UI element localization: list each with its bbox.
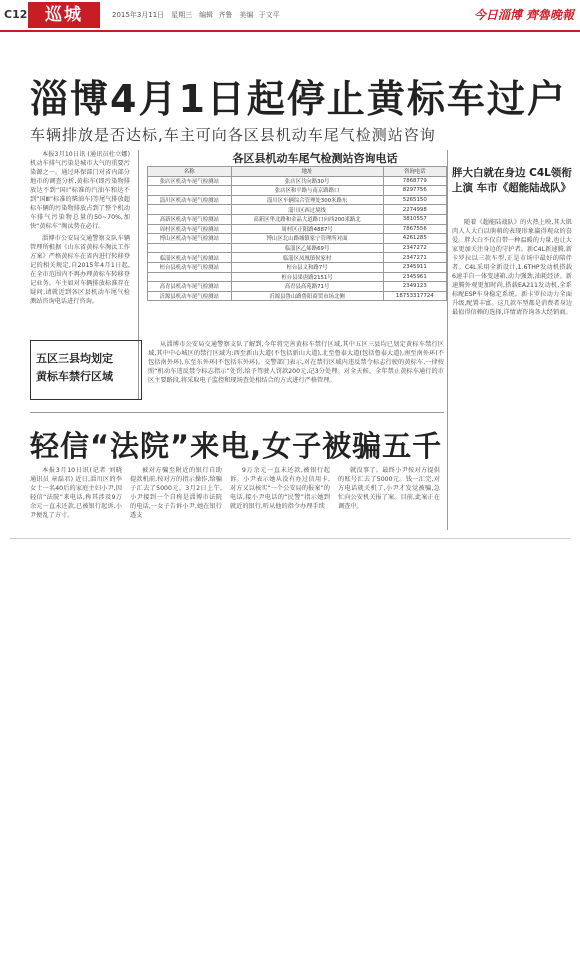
table-cell: 5265150 [383, 195, 446, 205]
table-cell: 张店区和平路与南京路路口 [231, 186, 383, 196]
table-cell: 周村区正阳路4887号 [231, 224, 383, 234]
article-paragraph: 淄博市公安局交通警察支队车辆管理所根据《山东省黄标车淘汰工作方案》严格黄标车在省内进行转移登记的相关规定,自2015年4月1日起,在全市范围内不再办理黄标车转移登记业务。车主如对车辆排放标准存在疑问,请就近到各区县机动车尾气检测站咨询电话进行咨询。 [30, 235, 130, 305]
story2-column [230, 466, 330, 534]
table-cell: 2274998 [383, 205, 446, 215]
page-bottom-rule [10, 538, 570, 539]
table-row [148, 176, 447, 186]
second-headline: 轻信“法院”来电,女子被骗五千 [30, 429, 443, 463]
table-row [148, 195, 447, 205]
inspection-stations-table [147, 166, 447, 301]
table-cell: 7867556 [383, 224, 446, 234]
table-row [148, 243, 447, 253]
table-cell: 8297756 [383, 186, 446, 196]
table-cell: 高青县机动车尾气检测站 [148, 282, 232, 292]
table-cell: 桓台县果唐路2151号 [231, 272, 383, 282]
side-feature-title: 胖大白就在身边 C4L领衔上演 车市《超能陆战队》 [452, 167, 572, 194]
left-article-column [30, 150, 130, 336]
callout-title [36, 350, 136, 386]
article-paragraph: 本报3月10日讯(记者 刘晓 通讯员 章磊君) 近日,淄川区的李女士一名40后的家庭主妇小尹,因轻信“法院”来电话,称其涉及9万余元一直未还款,已被银行起诉,小尹便乱了方寸。 [30, 467, 122, 519]
side-feature-body [452, 218, 572, 524]
table-cell [148, 272, 232, 282]
table-title: 各区县机动车尾气检测站咨询电话 [232, 152, 398, 165]
table-cell: 桓台县义和路7号 [231, 262, 383, 272]
story2-column [30, 466, 122, 534]
table-cell: 张店区机动车尾气检测站 [148, 176, 232, 186]
table-row [148, 186, 447, 196]
blank-page-area [0, 540, 580, 980]
table-cell: 张店区共向路30号 [231, 176, 383, 186]
table-row [148, 234, 447, 244]
callout-line: 黄标车禁行区域 [36, 370, 113, 383]
table-cell: 博山区北山路城镇家宁管理所对面 [231, 234, 383, 244]
article-paragraph: 随着《超能陆战队》的火热上映,其大肌肉人人大白以萌萌的表现形象赢得观众的喜爱。胖大白不仅自带一种温暖的力量,也让大家更加关注身边的守护者。新C4L新速腾,新卡罗拉以三款车型,正是市场中最好的陪伴者。C4L采用全新设计,1.6THP发动机搭载6速手自一体变速箱,动力强劲,油耗经济。新速腾外观更加时尚,搭载EA211发动机,全系标配ESP车身稳定系统。新卡罗拉动力全面升级,配置丰富。这几款车型都是消费者身边最值得信赖的选择,详情请咨询各大经销商。 [452, 219, 572, 316]
table-row [148, 205, 447, 215]
article-paragraph: 本报3月10日讯 (通讯员杜立娜) 机动车排气污染是城市大气的重要污染源之一。通过环保部门对省内部分地市的调查分析,黄标车(即污染物排放达不到“国Ⅰ”标准的汽油车和达不到“国Ⅲ”标准的柴油车)等尾气排放超标车辆的污染物排放占到了整个机动车排气污染物总量的50~70%,加快“黄标车”淘汰势在必行。 [30, 151, 130, 230]
table-row [148, 282, 447, 292]
table-cell: 沂源县鲁山路鲁阳商贸市场北侧 [231, 291, 383, 301]
issue-meta: 2015年3月11日 星期三 编辑 齐鲁 美编 于文平 [112, 11, 280, 19]
table-cell: 临淄区乙烯路69号 [231, 243, 383, 253]
table-row [148, 291, 447, 301]
table-row [148, 224, 447, 234]
table-cell: 临淄区凤凰镇侯家村 [231, 253, 383, 263]
table-row [148, 253, 447, 263]
table-cell: 桓台县机动车尾气检测站 [148, 262, 232, 272]
masthead-rule [0, 30, 580, 32]
table-header: 名称 [148, 167, 232, 177]
table-cell: 2349123 [383, 282, 446, 292]
table-cell: 2347272 [383, 243, 446, 253]
table-cell: 7868779 [383, 176, 446, 186]
table-cell: 高新区机动车尾气检测站 [148, 214, 232, 224]
article-paragraph: 被对方骗至附近的银行自助提款机前,按对方的指示操作,给骗子汇去了5000元。3月2日上午,小尹接到一个自称是淄博市法院的电话,一女子告诉小尹,她在银行透支 [130, 467, 222, 519]
table-row [148, 272, 447, 282]
table-cell: 周村区机动车尾气检测站 [148, 224, 232, 234]
main-subheadline: 车辆排放是否达标,车主可向各区县机动车尾气检测站咨询 [30, 126, 436, 144]
table-row [148, 262, 447, 272]
page-number: C12 [4, 8, 28, 21]
table-cell: 临淄区机动车尾气检测站 [148, 253, 232, 263]
table-cell [148, 205, 232, 215]
table-cell: 4261285 [383, 234, 446, 244]
table-cell: 2345961 [383, 272, 446, 282]
story2-column [130, 466, 222, 534]
table-cell: 沂源县机动车尾气检测站 [148, 291, 232, 301]
table-cell [148, 186, 232, 196]
table-cell: 2347271 [383, 253, 446, 263]
section-label: 巡城 [28, 2, 100, 28]
section-divider [30, 412, 444, 413]
article-paragraph: 9万余元一直未还款,被银行起诉。小尹表示她从没有办过信用卡,对方又以核实“一个公安局的报案”的电话,接小尹电话的“民警”指示她到就近的银行,听从他的指令办理手续 [230, 467, 330, 510]
table-cell: 2345911 [383, 262, 446, 272]
table-cell: 18753317724 [383, 291, 446, 301]
table-header: 咨询电话 [383, 167, 446, 177]
article-paragraph: 从淄博市公安局交通警察支队了解到,今年将完善黄标车禁行区域,其中五区三县均已划定黄标车禁行区域,其中中心城区的禁行区域为:西至新山大道(不包括新山大道),北至鲁泰大道(包括鲁泰大道),南至南外环(不包括南外环),东至东外环(不包括东外环)。交警部门表示,对在禁行区域内违反禁令标志行驶的黄标车,一律按照“机动车违反禁令标志指示”处罚,给予驾驶人罚款200元,记3分处理。对全天候、全年禁止黄标车通行的市区主要路段,将采取电子监控和现场查处相结合的方式进行严格管理。 [148, 341, 444, 384]
table-cell [148, 243, 232, 253]
table-header: 地址 [231, 167, 383, 177]
table-cell: 高新区华北路和金晶大道路口向西200米路北 [231, 214, 383, 224]
story2-column [338, 466, 440, 534]
main-headline: 淄博4月1日起停止黄标车过户 [30, 77, 567, 121]
table-cell: 淄川区车辆综合管理处300米路东 [231, 195, 383, 205]
table-cell: 淄川区机动车尾气检测站 [148, 195, 232, 205]
table-cell: 淄川区西过境线 [231, 205, 383, 215]
table-header-row [148, 167, 447, 177]
table-row [148, 214, 447, 224]
newspaper-brand-logo: 今日淄博 齊魯晚報 [473, 8, 574, 22]
column-divider [447, 150, 448, 530]
table-cell: 3810557 [383, 214, 446, 224]
table-cell: 博山区机动车尾气检测站 [148, 234, 232, 244]
callout-line: 五区三县均划定 [36, 352, 113, 365]
callout-article-body [148, 340, 444, 402]
table-cell: 高青县高苑路71号 [231, 282, 383, 292]
article-paragraph: 就没事了。最终小尹按对方提供的账号汇去了5000元。钱一汇完,对方电话就关机了,小尹才发觉被骗,急忙向公安机关报了案。目前,此案正在调查中。 [338, 467, 440, 510]
